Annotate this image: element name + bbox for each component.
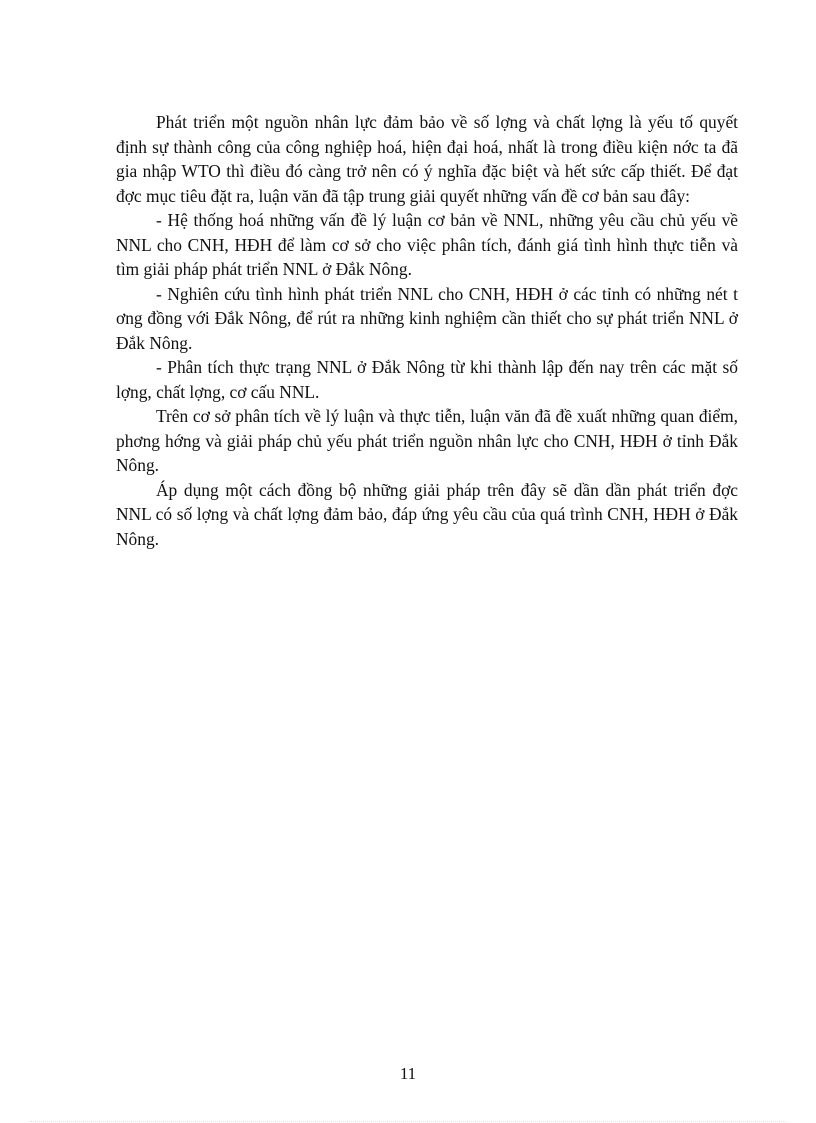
paragraph-item-research: - Nghiên cứu tình hình phát triển NNL cho CNH, HĐH ở các tỉnh có những nét t ơng đồng với Đắk Nông, để rút ra những kinh nghiệm cần thiết cho sự phát triển NNL ở Đắk Nông.: [116, 283, 738, 353]
body-text: [116, 110, 738, 551]
paragraph-proposals: Trên cơ sở phân tích về lý luận và thực tiễn, luận văn đã đề xuất những quan điểm, phơng hớng và giải pháp chủ yếu phát triển nguồn nhân lực cho CNH, HĐH ở tỉnh Đắk Nông.: [116, 406, 738, 475]
paragraph-item-analysis: - Phân tích thực trạng NNL ở Đắk Nông từ khi thành lập đến nay trên các mặt số lợng, chất lợng, cơ cấu NNL.: [116, 357, 738, 402]
paragraph-intro: Phát triển một nguồn nhân lực đảm bảo về số lợng và chất lợng là yếu tố quyết định sự thành công của công nghiệp hoá, hiện đại hoá, nhất là trong điều kiện nớc ta đã gia nhập WTO thì điều đó càng trở nên có ý nghĩa đặc biệt và hết sức cấp thiết. Để đạt đợc mục tiêu đặt ra, luận văn đã tập trung giải quyết những vấn đề cơ bản sau đây:: [116, 112, 738, 206]
page-number: 11: [399, 1064, 417, 1083]
paragraph-item-theory: - Hệ thống hoá những vấn đề lý luận cơ bản về NNL, những yêu cầu chủ yếu về NNL cho CNH, HĐH để làm cơ sở cho việc phân tích, đánh giá tình hình thực tiễn và tìm giải pháp phát triển NNL ở Đắk Nông.: [116, 210, 738, 279]
paragraph-conclusion: Áp dụng một cách đồng bộ những giải pháp trên đây sẽ dần dần phát triển đợc NNL có số lợng và chất lợng đảm bảo, đáp ứng yêu cầu của quá trình CNH, HĐH ở Đắk Nông.: [116, 479, 738, 549]
page-bottom-divider: [30, 1121, 786, 1122]
